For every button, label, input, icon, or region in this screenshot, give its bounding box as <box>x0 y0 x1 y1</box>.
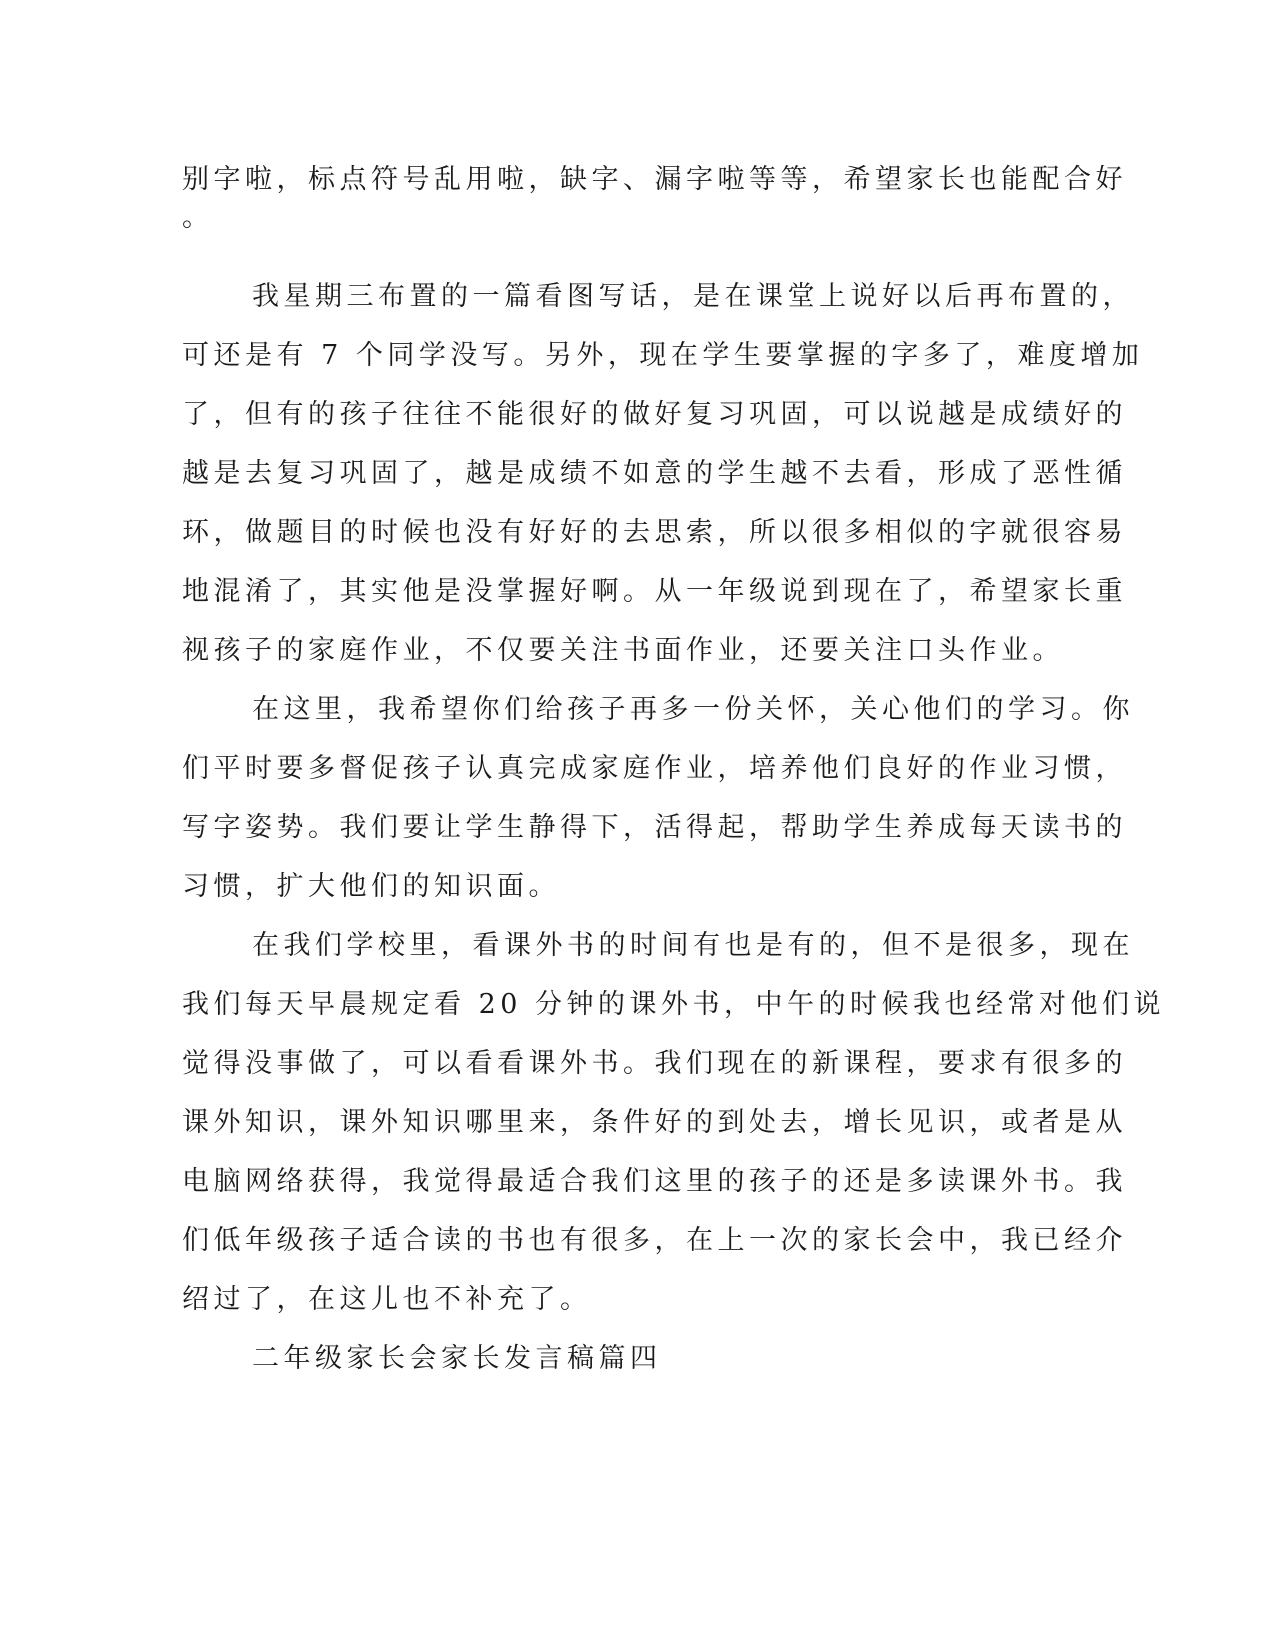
p3-line-4: 习惯，扩大他们的知识面。 <box>182 871 560 902</box>
p2-line-2: 可还是有 7 个同学没写。另外，现在学生要掌握的字多了，难度增加 <box>182 340 1144 371</box>
p3-line-2: 们平时要多督促孩子认真完成家庭作业，培养他们良好的作业习惯， <box>182 753 1127 784</box>
p2-line-3: 了，但有的孩子往往不能很好的做好复习巩固，可以说越是成绩好的 <box>182 399 1127 430</box>
section-heading: 二年级家长会家长发言稿篇四 <box>252 1343 662 1374</box>
p4-line-3: 觉得没事做了，可以看看课外书。我们现在的新课程，要求有很多的 <box>182 1048 1127 1079</box>
p4-line-7: 绍过了，在这儿也不补充了。 <box>182 1284 592 1315</box>
p3-line-1: 在这里，我希望你们给孩子再多一份关怀，关心他们的学习。你 <box>252 694 1134 725</box>
p4-line-4: 课外知识，课外知识哪里来，条件好的到处去，增长见识，或者是从 <box>182 1107 1127 1138</box>
p3-line-3: 写字姿势。我们要让学生静得下，活得起，帮助学生养成每天读书的 <box>182 812 1127 843</box>
p2-line-6: 地混淆了，其实他是没掌握好啊。从一年级说到现在了，希望家长重 <box>182 576 1127 607</box>
p4-line-6: 们低年级孩子适合读的书也有很多，在上一次的家长会中，我已经介 <box>182 1225 1127 1256</box>
p2-line-7: 视孩子的家庭作业，不仅要关注书面作业，还要关注口头作业。 <box>182 635 1064 666</box>
p1-line-2: 。 <box>182 202 209 233</box>
p2-line-1: 我星期三布置的一篇看图写话，是在课堂上说好以后再布置的， <box>252 281 1134 312</box>
p4-line-5: 电脑网络获得，我觉得最适合我们这里的孩子的还是多读课外书。我 <box>182 1166 1127 1197</box>
p2-line-5: 环，做题目的时候也没有好好的去思索，所以很多相似的字就很容易 <box>182 517 1127 548</box>
p1-line-1: 别字啦，标点符号乱用啦，缺字、漏字啦等等，希望家长也能配合好 <box>182 164 1127 195</box>
p4-line-1: 在我们学校里，看课外书的时间有也是有的，但不是很多，现在 <box>252 930 1134 961</box>
p4-line-2: 我们每天早晨规定看 20 分钟的课外书，中午的时候我也经常对他们说 <box>182 989 1166 1020</box>
p2-line-4: 越是去复习巩固了，越是成绩不如意的学生越不去看，形成了恶性循 <box>182 458 1127 489</box>
